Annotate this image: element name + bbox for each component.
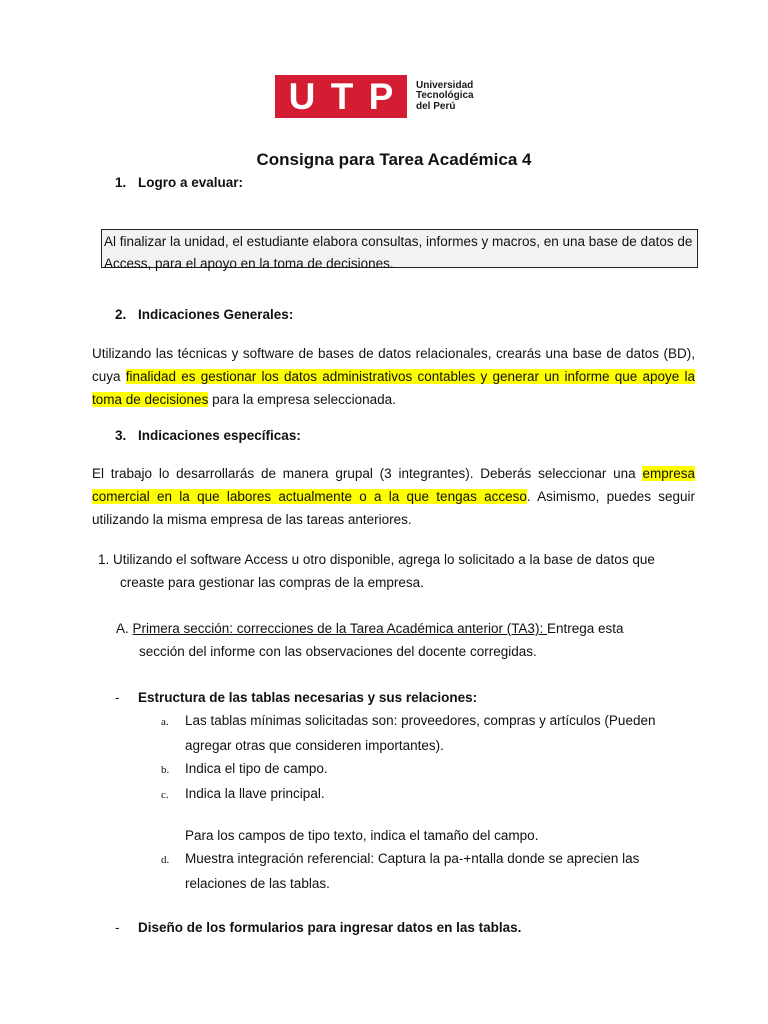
sub-list (161, 709, 655, 807)
sub-item-c (161, 782, 655, 807)
learning-outcome-box: Al finalizar la unidad, el estudiante elabora consultas, informes y macros, en una base de datos de Access, para el apoyo en la toma de decisiones. (101, 229, 698, 268)
general-para-highlight: finalidad es gestionar los datos administrativos contables y generar un informe que apoye la toma de decisiones (92, 369, 695, 407)
sub-item-d-text: Muestra integración referencial: Captura la pa-+ntalla donde se aprecien las (185, 851, 640, 866)
bullet-forms-text: Diseño de los formularios para ingresar datos en las tablas. (138, 920, 522, 935)
logo-letter-p: P (368, 76, 394, 117)
section-2-title: Indicaciones Generales: (138, 307, 294, 322)
specific-para-highlight: empresa comercial en la que labores actualmente o a la que tengas acceso (92, 466, 695, 504)
item-1-line-1: 1. Utilizando el software Access u otro disponible, agrega lo solicitado a la base de datos que (98, 552, 655, 567)
sub-item-b-letter: b. (161, 764, 170, 776)
logo-line-1: Universidad (416, 79, 474, 91)
sub-item-c-letter: c. (161, 789, 169, 801)
section-2-number: 2. (115, 307, 127, 322)
sub-item-a-text: Las tablas mínimas solicitadas son: proveedores, compras y artículos (Pueden (185, 713, 656, 728)
field-size-note: Para los campos de tipo texto, indica el tamaño del campo. (185, 828, 539, 843)
sub-item-c-text: Indica la llave principal. (185, 786, 325, 801)
section-1-title: Logro a evaluar: (138, 175, 244, 190)
page-title: Consigna para Tarea Académica 4 (256, 150, 532, 169)
section-3-number: 3. (115, 428, 127, 443)
sub-item-d (161, 847, 639, 872)
specific-instructions-paragraph (92, 462, 695, 531)
utp-logo-mark (275, 75, 407, 118)
utp-logo (275, 75, 474, 118)
item-a-line-2: sección del informe con las observaciones del docente corregidas. (139, 644, 537, 659)
sub-item-d-letter: d. (161, 854, 170, 866)
sub-item-b (161, 757, 655, 782)
sub-item-a-letter: a. (161, 716, 169, 728)
item-a-rest: Entrega esta (546, 621, 624, 636)
general-instructions-paragraph (92, 342, 695, 411)
general-para-start: Utilizando las técnicas y software de bases de datos relacionales, crearás una base de datos (BD), cuya (92, 346, 695, 384)
bullet-forms (115, 916, 521, 939)
sub-item-d-block (161, 847, 639, 895)
sub-item-d-text-2: relaciones de las tablas. (185, 876, 330, 891)
specific-para-end: . Asimismo, puedes seguir utilizando la misma empresa de las tareas anteriores. (92, 489, 695, 527)
logo-letter-t: T (330, 76, 354, 117)
bullet-structure-text: Estructura de las tablas necesarias y sus relaciones: (138, 690, 478, 705)
logo-line-3: del Perú (416, 100, 456, 112)
item-a-prefix: A. (116, 621, 133, 636)
item-1-line-2: creaste para gestionar las compras de la empresa. (120, 575, 424, 590)
item-a-underlined: Primera sección: correcciones de la Tarea Académica anterior (TA3): (132, 621, 547, 636)
section-1-heading (115, 175, 243, 190)
logo-letter-u: U (288, 76, 316, 117)
item-1 (98, 548, 655, 594)
logo-wordmark (416, 81, 474, 113)
section-1-number: 1. (115, 175, 127, 190)
bullet-structure (115, 686, 477, 709)
item-a-line-1 (116, 617, 624, 640)
section-3-heading (115, 428, 301, 443)
section-2-heading (115, 307, 293, 322)
general-para-end: para la empresa seleccionada. (208, 392, 396, 407)
logo-line-2: Tecnológica (416, 90, 474, 102)
specific-para-start: El trabajo lo desarrollarás de manera grupal (3 integrantes). Deberás seleccionar una (92, 466, 643, 481)
sub-item-b-text: Indica el tipo de campo. (185, 761, 328, 776)
item-a (116, 617, 624, 663)
section-3-title: Indicaciones específicas: (138, 428, 301, 443)
bullet-forms-dash: - (115, 920, 120, 935)
sub-item-a (161, 709, 655, 734)
bullet-dash: - (115, 690, 120, 705)
sub-item-a-text-2: agregar otras que consideren importantes). (185, 738, 444, 753)
